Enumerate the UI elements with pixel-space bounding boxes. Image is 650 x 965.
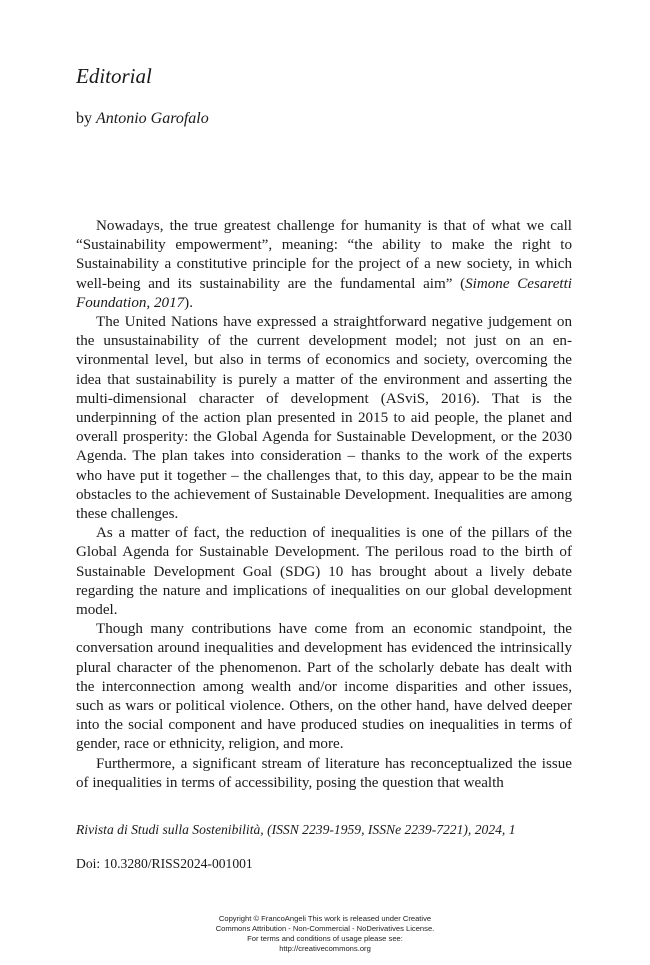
author-name: Antonio Garofalo	[96, 110, 209, 127]
article-body	[76, 217, 572, 793]
paragraph-4: Though many contributions have come from an economic standpoint, the conversation around inequalities and development has evidenced the intrinsically plural character of the phenomenon. Part of the scholarly debate has dealt with the interconnection among wealth and/or income disparities and other issues, such as wars or political violence. Others, on the other hand, have delved deeper into the social component and have produced studies on inequalities in terms of gender, race or ethnicity, religion, and more.	[76, 621, 572, 753]
license-line: For terms and conditions of usage please see:	[247, 934, 403, 943]
byline	[76, 110, 209, 128]
paragraph-1-text: Nowadays, the true greatest challenge for humanity is that of what we call “Sustainability empowerment”, meaning: “the ability to make the right to Sustainability a constitutive principle for the project of a new society, in which well-being and its sustainability are the fundamental aim” (	[76, 218, 572, 292]
paragraph-2: The United Nations have expressed a straightforward negative judgement on the unsustainability of the current development model; not just on an environmental level, but also in terms of economics and society, overcoming the idea that sustainability is purely a matter of the environment and asserting the multi-dimensional character of development (ASviS, 2016). That is the underpinning of the action plan presented in 2015 to aid people, the planet and overall prosperity: the Global Agenda for Sustainable Development, or the 2030 Agenda. The plan takes into consideration – thanks to the work of the experts who have put it together – the challenges that, to this day, appear to be the main obstacles to the achievement of Sustainable Development. Inequalities are among these challenges.	[76, 314, 572, 523]
license-link[interactable]: http://creativecommons.org	[279, 944, 371, 953]
byline-prefix: by	[76, 110, 96, 127]
paragraph-5: Furthermore, a significant stream of literature has reconceptualized the issue of inequalities in terms of accessibility, posing the question that wealth	[76, 755, 572, 791]
license-line: Copyright © FrancoAngeli This work is released under Creative	[218, 914, 432, 923]
paragraph-1	[76, 217, 572, 313]
paragraph-1-end: ).	[184, 294, 193, 311]
editorial-title: Editorial	[76, 64, 152, 88]
license-line: Commons Attribution - Non-Commercial - NoDerivatives License.	[215, 924, 435, 933]
journal-citation: Rivista di Studi sulla Sostenibilità, (ISSN 2239-1959, ISSNe 2239-7221), 2024, 1	[76, 822, 516, 837]
license-notice	[150, 914, 500, 954]
doi-line: Doi: 10.3280/RISS2024-001001	[76, 856, 253, 871]
paragraph-3: As a matter of fact, the reduction of inequalities is one of the pillars of the Global Agenda for Sustainable Development. The perilous road to the birth of Sustainable Development Goal (SDG) 10 has brought about a lively debate regarding the nature and implications of inequalities on our global development model.	[76, 525, 572, 619]
paragraph-1-citation: Simone Cesaretti Foundation, 2017	[76, 275, 572, 311]
